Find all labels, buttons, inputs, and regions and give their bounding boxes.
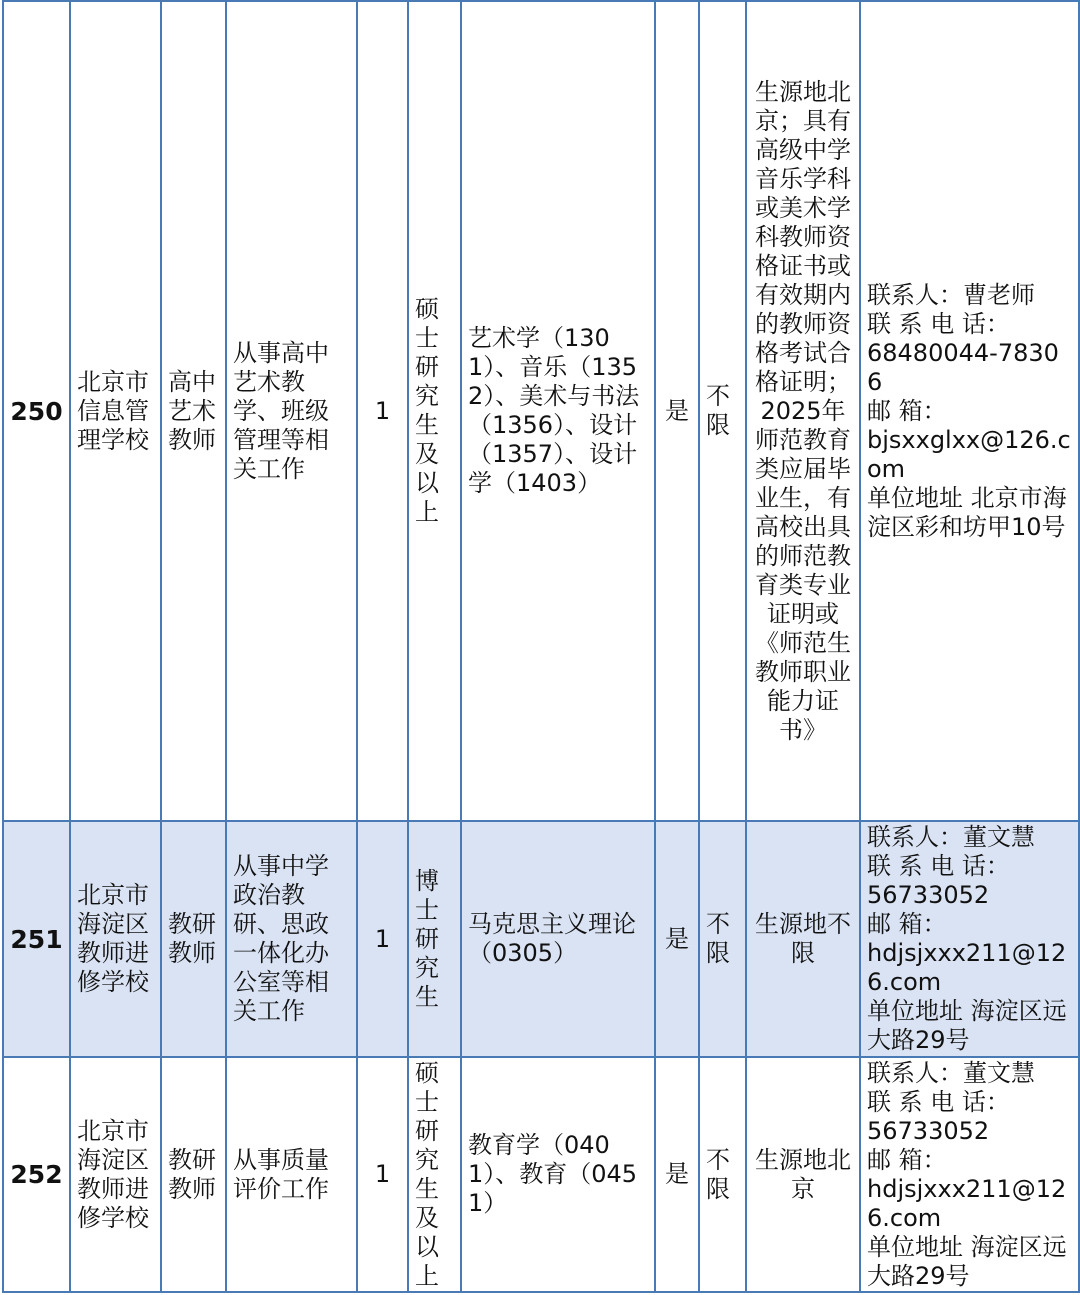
job-description: 从事质量评价工作: [226, 1057, 357, 1292]
employer-name: 北京市海淀区教师进修学校: [70, 1057, 161, 1292]
employer-name: 北京市信息管理学校: [70, 1, 161, 821]
headcount: 1: [357, 1057, 408, 1292]
table-row: [3, 1, 1079, 821]
table-row: [3, 1057, 1079, 1292]
requirement-flag: 是: [655, 1, 699, 821]
education-requirement: 硕士研究生及以上: [408, 1057, 461, 1292]
contact-email-label: 邮 箱：: [867, 396, 947, 425]
contact-email: hdjsjxxx211@126.com: [867, 939, 1067, 996]
contact-phone: 56733052: [867, 881, 990, 909]
row-number: 251: [3, 821, 70, 1057]
recruitment-table: [2, 0, 1080, 1293]
job-description: 从事高中艺术教学、班级管理等相关工作: [226, 1, 357, 821]
position-name: 教研教师: [161, 1057, 226, 1292]
employer-name: 北京市海淀区教师进修学校: [70, 821, 161, 1057]
contact-email: bjsxxglxx@126.com: [867, 425, 1071, 483]
contact-person: 联系人：董文慧: [867, 1058, 1035, 1087]
major-requirement: 教育学（0401）、教育（0451）: [461, 1057, 655, 1292]
major-requirement: 马克思主义理论（0305）: [461, 821, 655, 1057]
contact-phone: 56733052: [867, 1116, 990, 1145]
position-name: 高中艺术教师: [161, 1, 226, 821]
requirement-flag: 是: [655, 821, 699, 1057]
contact-info: [860, 821, 1079, 1057]
contact-person: 联系人：董文慧: [867, 823, 1035, 851]
headcount: 1: [357, 821, 408, 1057]
contact-phone: 68480044-78306: [867, 338, 1059, 396]
table-row: [3, 821, 1079, 1057]
contact-email: hdjsjxxx211@126.com: [867, 1174, 1067, 1232]
contact-phone-label: 联 系 电 话：: [867, 852, 1010, 880]
requirement-flag: 是: [655, 1057, 699, 1292]
major-requirement: 艺术学（1301）、音乐（1352）、美术与书法（1356）、设计（1357）、设计学（1403）: [461, 1, 655, 821]
contact-address: 单位地址 海淀区远大路29号: [867, 1232, 1067, 1290]
age-requirement: 不限: [699, 1, 746, 821]
contact-address: 单位地址 北京市海淀区彩和坊甲10号: [867, 483, 1067, 541]
education-requirement: 博士研究生: [408, 821, 461, 1057]
position-name: 教研教师: [161, 821, 226, 1057]
contact-phone-label: 联 系 电 话：: [867, 309, 1010, 338]
age-requirement: 不限: [699, 821, 746, 1057]
contact-info: [860, 1057, 1079, 1292]
headcount: 1: [357, 1, 408, 821]
contact-phone-label: 联 系 电 话：: [867, 1087, 1010, 1116]
contact-info: [860, 1, 1079, 821]
education-requirement: 硕士研究生及以上: [408, 1, 461, 821]
job-description: 从事中学政治教研、思政一体化办公室等相关工作: [226, 821, 357, 1057]
row-number: 252: [3, 1057, 70, 1292]
contact-email-label: 邮 箱：: [867, 910, 947, 938]
other-requirements: 生源地不限: [746, 821, 860, 1057]
row-number: 250: [3, 1, 70, 821]
contact-email-label: 邮 箱：: [867, 1145, 947, 1174]
contact-person: 联系人：曹老师: [867, 280, 1035, 309]
other-requirements: 生源地北京；具有高级中学音乐学科或美术学科教师资格证书或有效期内的教师资格考试合格证明；2025年师范教育类应届毕业生，有高校出具的师范教育类专业证明或《师范生教师职业能力证书》: [746, 1, 860, 821]
age-requirement: 不限: [699, 1057, 746, 1292]
other-requirements: 生源地北京: [746, 1057, 860, 1292]
contact-address: 单位地址 海淀区远大路29号: [867, 997, 1067, 1054]
